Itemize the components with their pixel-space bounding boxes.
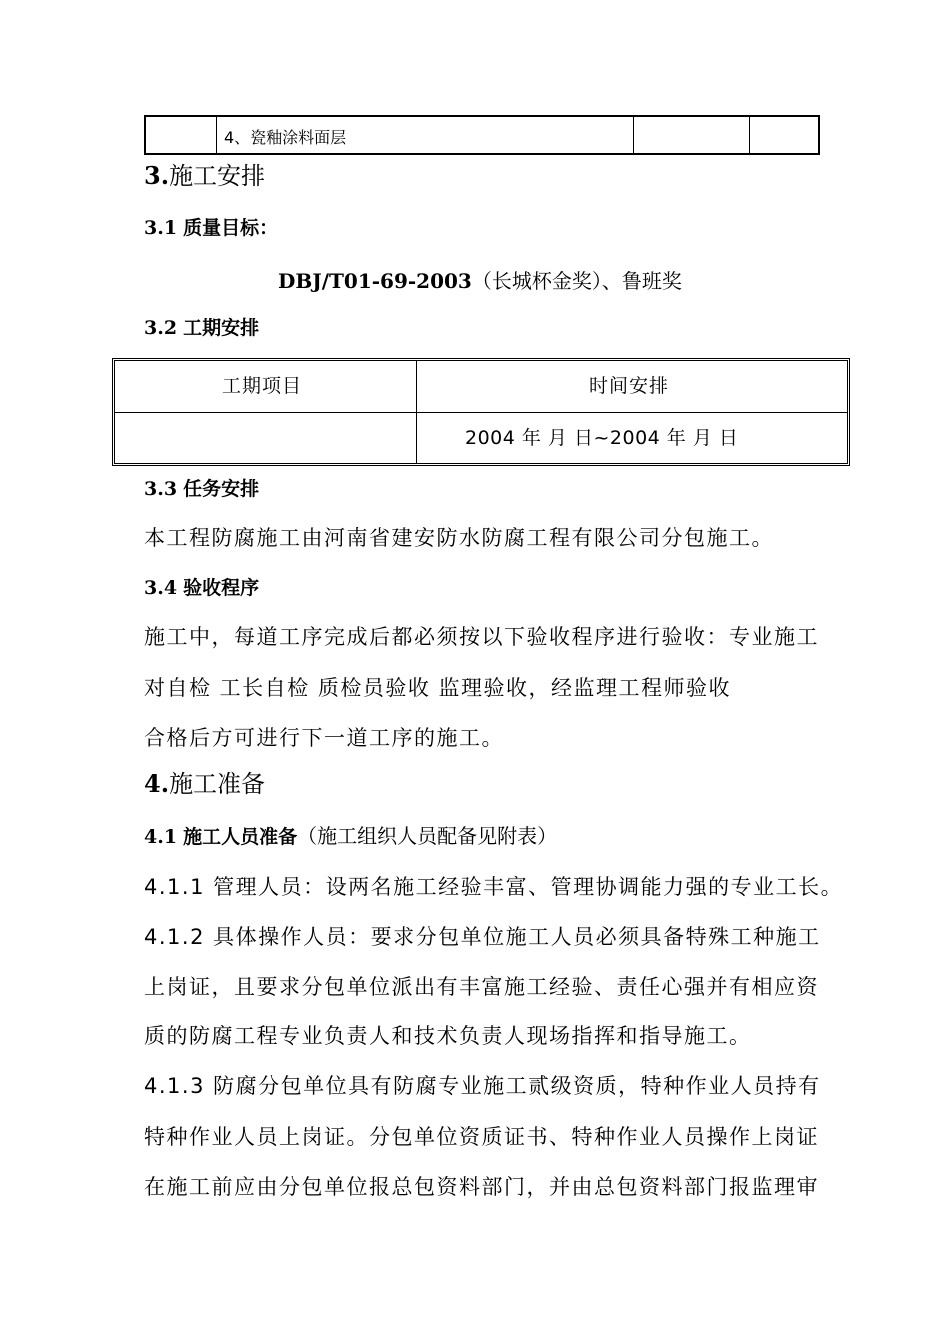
paragraph-line: 上岗证，且要求分包单位派出有丰富施工经验、责任心强并有相应资: [144, 975, 819, 999]
paragraph-line: 特种作业人员上岗证。分包单位资质证书、特种作业人员操作上岗证: [144, 1125, 819, 1149]
section-4-heading: [144, 770, 265, 798]
schedule-date-range: 2004 年 月 日~2004 年 月 日: [465, 427, 739, 449]
quality-target-line: [278, 265, 682, 294]
heading-text: 施工安排: [169, 162, 266, 190]
acceptance-line: 施工中，每道工序完成后都必须按以下验收程序进行验收：专业施工: [144, 625, 819, 649]
schedule-table: [112, 358, 850, 466]
subsection-3-4-heading: [144, 576, 259, 600]
paragraph-line: 质的防腐工程专业负责人和技术负责人现场指挥和指导施工。: [144, 1024, 752, 1048]
acceptance-line: 合格后方可进行下一道工序的施工。: [144, 726, 504, 750]
paragraph-line: 4.1.2 具体操作人员：要求分包单位施工人员必须具备特殊工种施工: [144, 925, 821, 949]
heading-text: 工期安排: [183, 317, 260, 339]
heading-note: （施工组织人员配备见附表）: [297, 824, 558, 848]
heading-number: 4.1: [144, 826, 178, 848]
acceptance-line: 对自检 工长自检 质检员验收 监理验收，经监理工程师验收: [144, 676, 732, 700]
paragraph-line: 在施工前应由分包单位报总包资料部门，并由总包资料部门报监理审: [144, 1175, 819, 1199]
section-3-heading: [144, 162, 265, 190]
task-paragraph: 本工程防腐施工由河南省建安防水防腐工程有限公司分包施工。: [144, 526, 774, 550]
heading-text: 验收程序: [183, 577, 260, 599]
heading-number: 3.2: [144, 317, 178, 339]
standard-code: DBJ/T01-69-2003: [278, 269, 472, 293]
paragraph-line: 4.1.3 防腐分包单位具有防腐专业施工贰级资质，特种作业人员持有: [144, 1074, 821, 1098]
subsection-3-2-heading: [144, 316, 259, 340]
heading-number: 3.1: [144, 217, 178, 239]
subsection-4-1-heading: [144, 824, 557, 849]
heading-text: 任务安排: [183, 478, 260, 500]
heading-number: 3.: [144, 161, 170, 190]
award-names: （长城杯金奖）、鲁班奖: [471, 269, 682, 293]
heading-number: 3.3: [144, 478, 178, 500]
table-cell-coating-layer: 4、瓷釉涂料面层: [224, 128, 347, 147]
table-col-divider: [416, 361, 417, 463]
table-row-divider: [115, 412, 847, 413]
subsection-3-1-heading: [144, 216, 278, 240]
heading-number: 4.: [144, 769, 170, 798]
heading-text: 质量目标：: [183, 217, 279, 239]
subsection-3-3-heading: [144, 477, 259, 501]
table-divider: [633, 117, 634, 153]
schedule-header-item: 工期项目: [222, 375, 303, 397]
paragraph-line: 4.1.1 管理人员：设两名施工经验丰富、管理协调能力强的专业工长。: [144, 875, 844, 899]
heading-text: 施工人员准备: [183, 826, 298, 848]
table-divider: [216, 117, 217, 153]
heading-text: 施工准备: [169, 770, 266, 798]
materials-table-fragment: [144, 115, 820, 155]
table-divider: [749, 117, 750, 153]
heading-number: 3.4: [144, 577, 178, 599]
schedule-header-time: 时间安排: [589, 375, 670, 397]
